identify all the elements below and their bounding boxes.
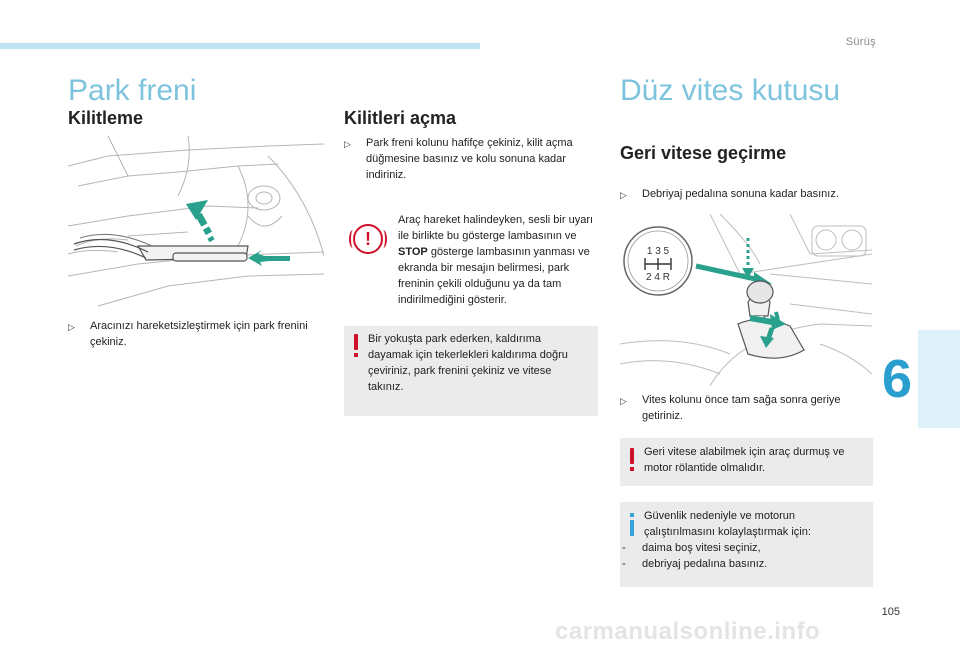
slope-parking-note: Bir yokuşta park ederken, kaldırıma dayamak için tekerlekleri kaldırıma doğru çeviriniz, park frenini çekiniz ve vitese takınız. xyxy=(344,326,598,416)
brake-warning-lamp-icon: ! xyxy=(353,224,383,254)
chapter-number: 6 xyxy=(881,349,912,409)
gear-lever-illustration xyxy=(620,214,872,386)
safety-info-note xyxy=(620,502,873,587)
reverse-step-clutch: ▷ Debriyaj pedalına sonuna kadar basınız. xyxy=(620,186,870,202)
info-icon xyxy=(630,520,634,536)
section-title: Sürüş xyxy=(845,36,876,48)
brake-warning-text: Araç hareket halindeyken, sesli bir uyarı ile birlikte bu gösterge lambasının ve STOP gösterge lambasının yanması ve ekranda bir mesajın belirmesi, park freninin çekili olduğunu ya da tam indirilmediğini gösterir. xyxy=(398,214,594,306)
list-item: - daima boş vitesi seçiniz, xyxy=(620,540,863,556)
list-item: - debriyaj pedalına basınız. xyxy=(620,556,863,572)
arrow-bullet-icon: ▷ xyxy=(344,139,351,149)
arrow-bullet-icon: ▷ xyxy=(68,322,75,332)
parking-brake-illustration xyxy=(68,136,324,308)
gear-pattern-bottom: 2 4 R xyxy=(646,272,670,283)
gear-pattern-top: 1 3 5 xyxy=(646,246,670,257)
reverse-step-lever: ▷ Vites kolunu önce tam sağa sonra geriye getiriniz. xyxy=(620,394,841,422)
warning-exclamation-icon xyxy=(630,448,634,464)
heading-unlocking: Kilitleri açma xyxy=(344,108,457,128)
warning-exclamation-icon xyxy=(354,334,358,350)
header-bar xyxy=(0,43,480,49)
watermark: carmanualsonline.info xyxy=(555,618,821,645)
chapter-tab xyxy=(918,330,960,428)
arrow-bullet-icon: ▷ xyxy=(620,190,627,200)
heading-locking: Kilitleme xyxy=(68,108,144,128)
arrow-bullet-icon: ▷ xyxy=(620,396,627,406)
locking-instruction: ▷ Aracınızı hareketsizleştirmek için park frenini çekiniz. xyxy=(68,320,308,348)
reverse-condition-note: Geri vitese alabilmek için araç durmuş ve motor rölantide olmalıdır. xyxy=(620,438,873,486)
page-title-park-brake: Park freni xyxy=(68,74,197,107)
heading-reverse-gear: Geri vitese geçirme xyxy=(620,143,787,163)
safety-info-intro: Güvenlik nedeniyle ve motorun çalıştırılmasını kolaylaştırmak için: xyxy=(644,510,811,538)
unlocking-instruction: ▷ Park freni kolunu hafifçe çekiniz, kilit açma düğmesine basınız ve kolu sonuna kadar indiriniz. xyxy=(344,137,573,181)
page-title-manual-gearbox: Düz vites kutusu xyxy=(620,74,841,107)
page-number: 105 xyxy=(881,606,900,618)
